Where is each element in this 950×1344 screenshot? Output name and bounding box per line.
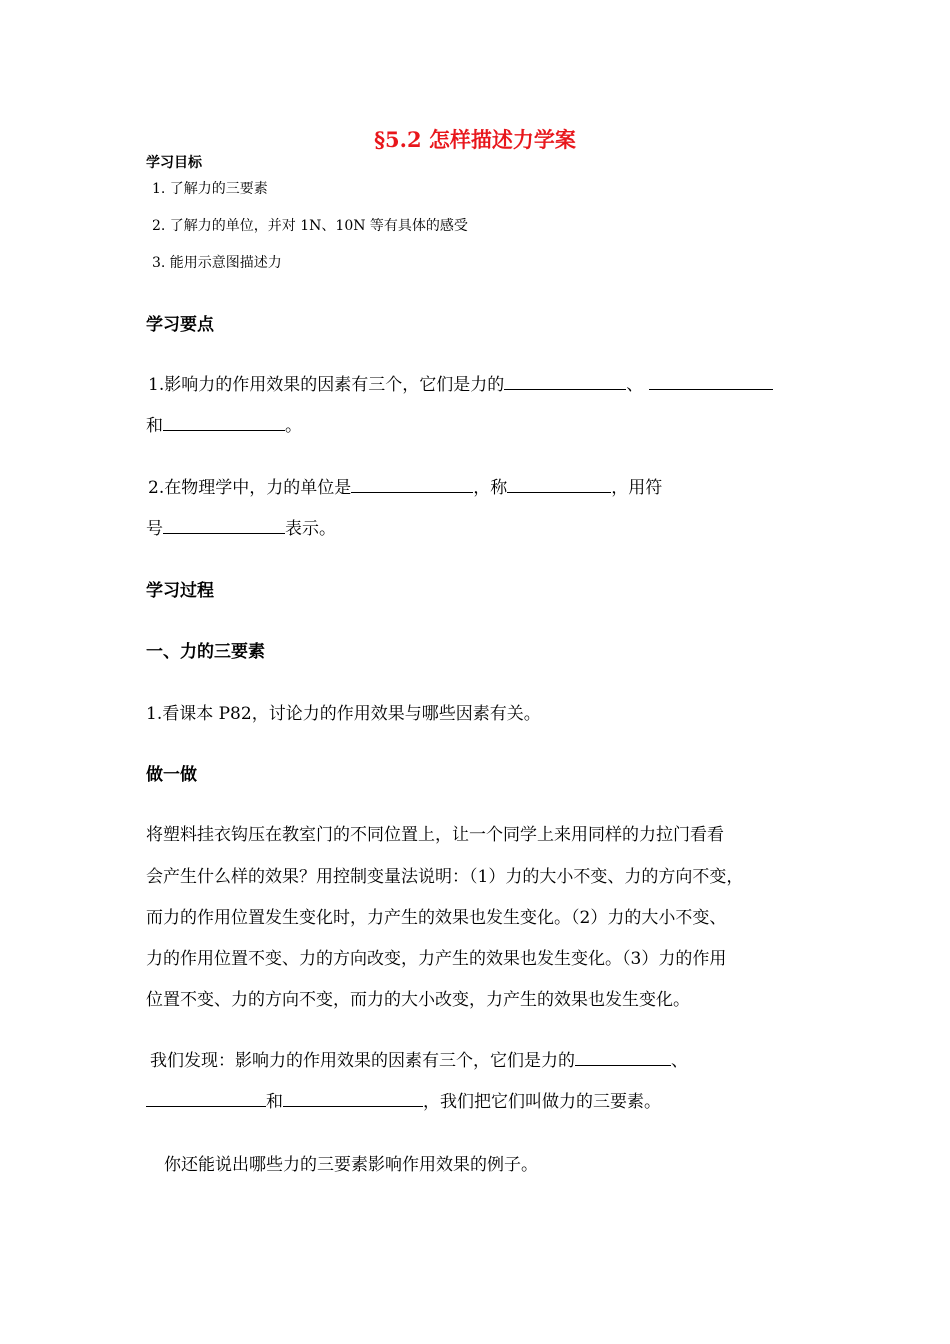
answer-blank[interactable] xyxy=(504,372,626,390)
section-1-heading: 一、力的三要素 xyxy=(146,642,265,662)
key-point-1-text: 1.影响力的作用效果的因素有三个，它们是力的 xyxy=(148,375,505,395)
separator: 、 xyxy=(626,375,644,395)
answer-blank[interactable] xyxy=(163,516,285,534)
answer-blank[interactable] xyxy=(163,413,285,431)
paragraph-line-1: 将塑料挂衣钩压在教室门的不同位置上，让一个同学上来用同样的力拉门看看 xyxy=(146,825,724,845)
separator: ，用符 xyxy=(611,478,663,498)
finding-end-text: ，我们把它们叫做力的三要素。 xyxy=(423,1092,661,1112)
answer-blank[interactable] xyxy=(575,1048,671,1066)
answer-blank[interactable] xyxy=(507,475,611,493)
connector-text: 和 xyxy=(146,416,163,436)
key-point-2-line-1 xyxy=(148,473,662,498)
answer-blank[interactable] xyxy=(283,1089,423,1107)
answer-blank[interactable] xyxy=(649,372,773,390)
answer-blank[interactable] xyxy=(351,475,473,493)
end-punct: 表示。 xyxy=(285,519,336,539)
finding-text: 我们发现：影响力的作用效果的因素有三个，它们是力的 xyxy=(150,1051,575,1071)
finding-line-2 xyxy=(146,1087,661,1112)
finding-line-1 xyxy=(150,1046,688,1071)
paragraph-line-4: 力的作用位置不变、力的方向改变，力产生的效果也发生变化。（3）力的作用 xyxy=(146,949,727,969)
question-text: 你还能说出哪些力的三要素影响作用效果的例子。 xyxy=(164,1155,538,1175)
objective-item-2: 2. 了解力的单位，并对 1N、10N 等有具体的感受 xyxy=(152,218,468,234)
key-point-1-line-2 xyxy=(146,411,302,436)
step-1-text: 1.看课本 P82，讨论力的作用效果与哪些因素有关。 xyxy=(146,704,541,724)
page-title: §5.2 怎样描述力学案 xyxy=(374,127,576,152)
key-point-1-line-1 xyxy=(148,370,773,395)
separator: ，称 xyxy=(473,478,508,498)
objective-item-3: 3. 能用示意图描述力 xyxy=(152,255,282,271)
process-heading: 学习过程 xyxy=(146,581,214,601)
connector-text: 号 xyxy=(146,519,163,539)
connector-text: 和 xyxy=(266,1092,283,1112)
key-points-heading: 学习要点 xyxy=(146,315,214,335)
activity-heading: 做一做 xyxy=(146,765,197,785)
answer-blank[interactable] xyxy=(146,1089,266,1107)
key-point-2-text: 2.在物理学中，力的单位是 xyxy=(148,478,352,498)
paragraph-line-2: 会产生什么样的效果？用控制变量法说明：（1）力的大小不变、力的方向不变， xyxy=(146,867,744,887)
paragraph-line-5: 位置不变、力的方向不变，而力的大小改变，力产生的效果也发生变化。 xyxy=(146,990,690,1010)
end-punct: 。 xyxy=(285,416,302,436)
paragraph-line-3: 而力的作用位置发生变化时，力产生的效果也发生变化。（2）力的大小不变、 xyxy=(146,908,727,928)
objectives-heading: 学习目标 xyxy=(146,155,202,171)
key-point-2-line-2 xyxy=(146,514,336,539)
objective-item-1: 1. 了解力的三要素 xyxy=(152,181,268,197)
separator: 、 xyxy=(671,1051,688,1071)
